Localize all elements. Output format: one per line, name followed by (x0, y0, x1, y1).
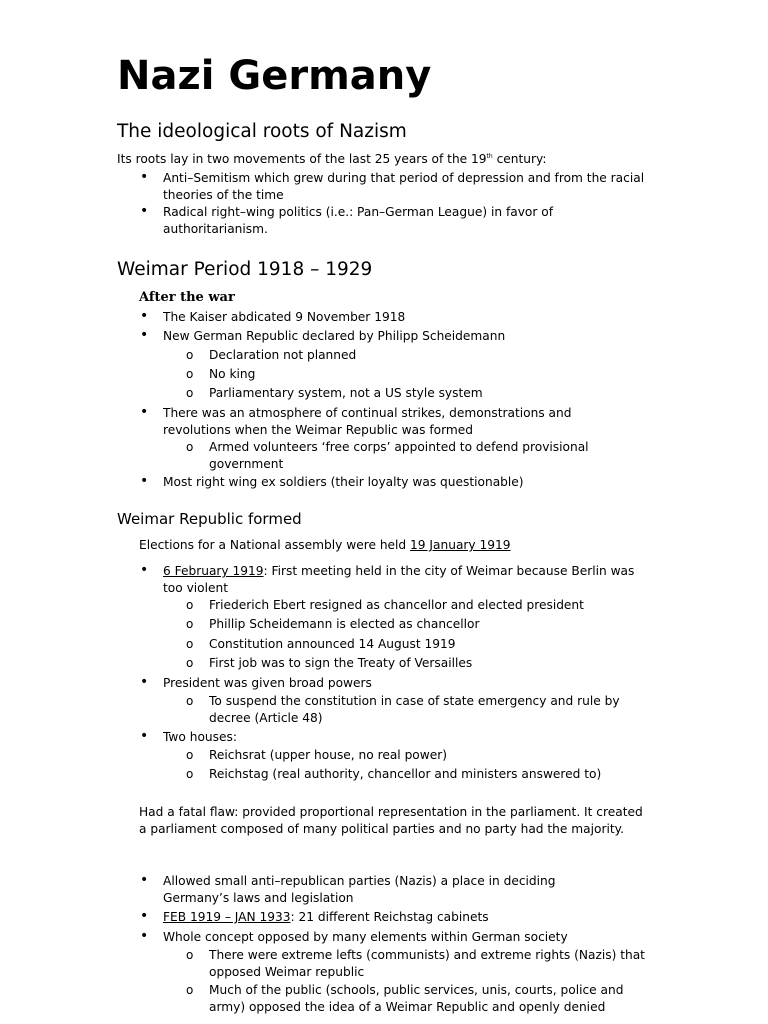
list-item: No king (209, 367, 256, 381)
list-item: The Kaiser abdicated 9 November 1918 (163, 310, 406, 324)
cabinets-date: FEB 1919 – JAN 1933 (163, 910, 291, 924)
bullet-marker: • (140, 928, 149, 944)
list-item: Phillip Scheidemann is elected as chancellor (209, 617, 480, 631)
sub-bullet-marker: o (186, 656, 194, 670)
sub-bullet-marker: o (186, 767, 194, 781)
list-item: Anti–Semitism which grew during that period of depression and from the racial theories of the time (163, 171, 645, 202)
list-item: There was an atmosphere of continual strikes, demonstrations and revolutions when the Weimar Republic was formed (163, 406, 572, 437)
bullet-marker: • (140, 169, 149, 185)
bullet-marker: • (140, 674, 149, 690)
list-item: Much of the public (schools, public services, unis, courts, police and army) opposed the idea of a Weimar Republic and openly denied (209, 983, 624, 1014)
list-item: Allowed small anti–republican parties (Nazis) a place in deciding Germany’s laws and legislation (163, 874, 556, 905)
list-item: Constitution announced 14 August 1919 (209, 637, 456, 651)
bullet-marker: • (140, 327, 149, 343)
subheading-after-the-war: After the war (139, 290, 235, 305)
bullet-marker: • (140, 908, 149, 924)
list-item: Whole concept opposed by many elements within German society (163, 930, 568, 944)
page-title: Nazi Germany (117, 53, 432, 99)
list-item: Reichstag (real authority, chancellor and ministers answered to) (209, 767, 602, 781)
list-item: President was given broad powers (163, 676, 372, 690)
list-item: Friederich Ebert resigned as chancellor and elected president (209, 598, 584, 612)
elections-date: 19 January 1919 (410, 538, 511, 552)
sub-bullet-marker: o (186, 694, 194, 708)
sub-bullet-marker: o (186, 948, 194, 962)
bullet-marker: • (140, 404, 149, 420)
list-item: First job was to sign the Treaty of Versailles (209, 656, 473, 670)
sub-bullet-marker: o (186, 348, 194, 362)
sub-bullet-marker: o (186, 598, 194, 612)
bullet-marker: • (140, 872, 149, 888)
sub-bullet-marker: o (186, 617, 194, 631)
section-heading-weimar-republic-formed: Weimar Republic formed (117, 510, 302, 528)
list-item: 6 February 1919: First meeting held in the city of Weimar because Berlin was too violent (163, 564, 635, 595)
list-item: FEB 1919 – JAN 1933: 21 different Reichstag cabinets (163, 910, 489, 924)
list-item: Reichsrat (upper house, no real power) (209, 748, 447, 762)
elections-paragraph: Elections for a National assembly were held 19 January 1919 (139, 538, 511, 552)
sub-bullet-marker: o (186, 637, 194, 651)
list-item: Most right wing ex soldiers (their loyalty was questionable) (163, 475, 524, 489)
sub-bullet-marker: o (186, 983, 194, 997)
bullet-marker: • (140, 473, 149, 489)
first-meeting-date: 6 February 1919 (163, 564, 264, 578)
list-item: Armed volunteers ‘free corps’ appointed to defend provisional government (209, 440, 589, 471)
list-item: Radical right–wing politics (i.e.: Pan–German League) in favor of authoritarianism. (163, 205, 553, 236)
intro-paragraph: Its roots lay in two movements of the last 25 years of the 19th century: (117, 152, 547, 166)
sub-bullet-marker: o (186, 367, 194, 381)
bullet-marker: • (140, 728, 149, 744)
bullet-marker: • (140, 203, 149, 219)
list-item: Parliamentary system, not a US style system (209, 386, 483, 400)
list-item: New German Republic declared by Philipp Scheidemann (163, 329, 506, 343)
list-item: To suspend the constitution in case of state emergency and rule by decree (Article 48) (209, 694, 620, 725)
sub-bullet-marker: o (186, 386, 194, 400)
list-item: Two houses: (163, 730, 237, 744)
fatal-flaw-paragraph: Had a fatal flaw: provided proportional representation in the parliament. It created a parliament composed of many political parties and no party had the majority. (139, 805, 643, 836)
section-heading-ideological-roots: The ideological roots of Nazism (117, 121, 407, 142)
list-item: There were extreme lefts (communists) and extreme rights (Nazis) that opposed Weimar republic (209, 948, 645, 979)
bullet-marker: • (140, 562, 149, 578)
sub-bullet-marker: o (186, 748, 194, 762)
section-heading-weimar-period: Weimar Period 1918 – 1929 (117, 259, 373, 280)
bullet-marker: • (140, 308, 149, 324)
sub-bullet-marker: o (186, 440, 194, 454)
list-item: Declaration not planned (209, 348, 357, 362)
